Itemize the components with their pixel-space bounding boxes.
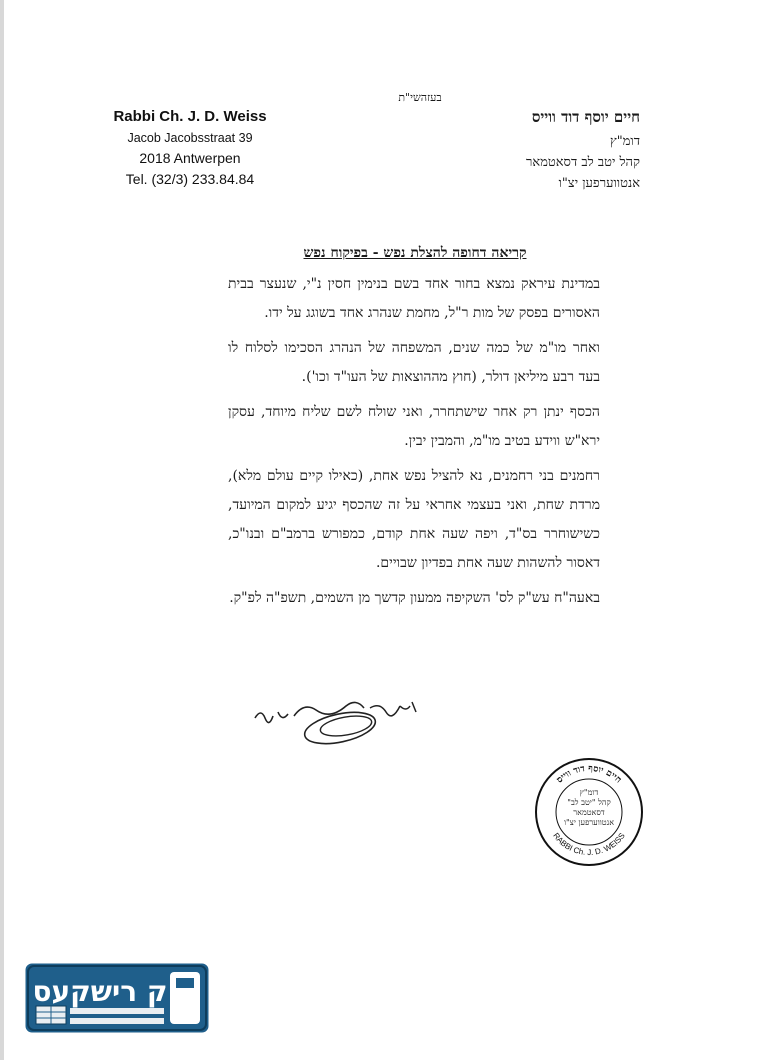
seal-center-text xyxy=(549,788,629,828)
handwritten-signature xyxy=(250,690,430,750)
seal-line: דומ"ץ xyxy=(579,788,599,797)
rabbi-name-hebrew: חיים יוסף דוד ווייס xyxy=(531,108,640,126)
paragraph: רחמנים בני רחמנים, נא להציל נפש אחת, (כאילו קיים עולם מלא), מרדת שחת, ואני בעצמי אחראי על זה שהכסף יגיע למקום המיועד, כשישוחרר בס"ד, ויפה שעה אחת קודם, כמפורש ברמב"ם ובנו"כ, דאסור להשהות שעה אחת בפדיון שבויים. xyxy=(228,468,600,571)
svg-text:RABBI Ch. J. D. WEISS xyxy=(551,831,627,857)
letter-body xyxy=(228,270,600,619)
rabbi-name-english: Rabbi Ch. J. D. Weiss xyxy=(113,108,267,125)
paragraph: במדינת עיראק נמצא בחור אחד בשם בנימין חסין נ"י, שנעצר בבית האסורים בפסק של מות ר"ל, מחמת שנהרג אחד בשוגג על ידו. xyxy=(228,276,600,321)
seal-ring-bottom: RABBI Ch. J. D. WEISS xyxy=(551,831,627,857)
seal-line: קהל "יטב לב" xyxy=(567,798,611,807)
bsd-header: בעזהשי"ת xyxy=(398,91,442,104)
paragraph: באעה"ח עש"ק לס' השקיפה ממעון קדשך מן השמים, תשפ"ה לפ"ק. xyxy=(229,590,600,606)
paragraph: ואחר מו"מ של כמה שנים, המשפחה של הנהרג הסכימו לסלוח לו בעד רבע מיליאן דולר, (חוץ מההוצאות של העו"ד וכו'). xyxy=(228,340,600,385)
city-address: 2018 Antwerpen xyxy=(139,150,241,166)
letterhead-english xyxy=(100,108,280,187)
svg-text:חיים יוסף דוד ווייס xyxy=(555,764,623,786)
seal-line: דסאטמאר xyxy=(573,808,605,817)
seal-line: אנטווערפען יצ"ו xyxy=(563,818,615,827)
letterhead-hebrew xyxy=(440,108,640,196)
logo-text: ק רישקעס xyxy=(32,975,168,1008)
page-edge xyxy=(0,0,4,1060)
street-address: Jacob Jacobsstraat 39 xyxy=(127,131,253,145)
community-name-hebrew: קהל יטב לב דסאטמאר xyxy=(526,155,640,170)
paragraph: הכסף ינתן רק אחר שישתחרר, ואני שולח לשם שליח מיוחד, עסקן ירא"ש ווידע בטיב מו"מ, והמבין יבין. xyxy=(228,404,600,449)
seal-ring-top: חיים יוסף דוד ווייס xyxy=(554,763,623,786)
letter-title: קריאה דחופה להצלת נפש - בפיקוח נפש xyxy=(303,245,527,261)
city-hebrew: אנטווערפען יצ"ו xyxy=(558,176,640,191)
telephone: Tel. (32/3) 233.84.84 xyxy=(125,171,255,187)
rabbi-title-hebrew: דומ"ץ xyxy=(609,134,640,149)
